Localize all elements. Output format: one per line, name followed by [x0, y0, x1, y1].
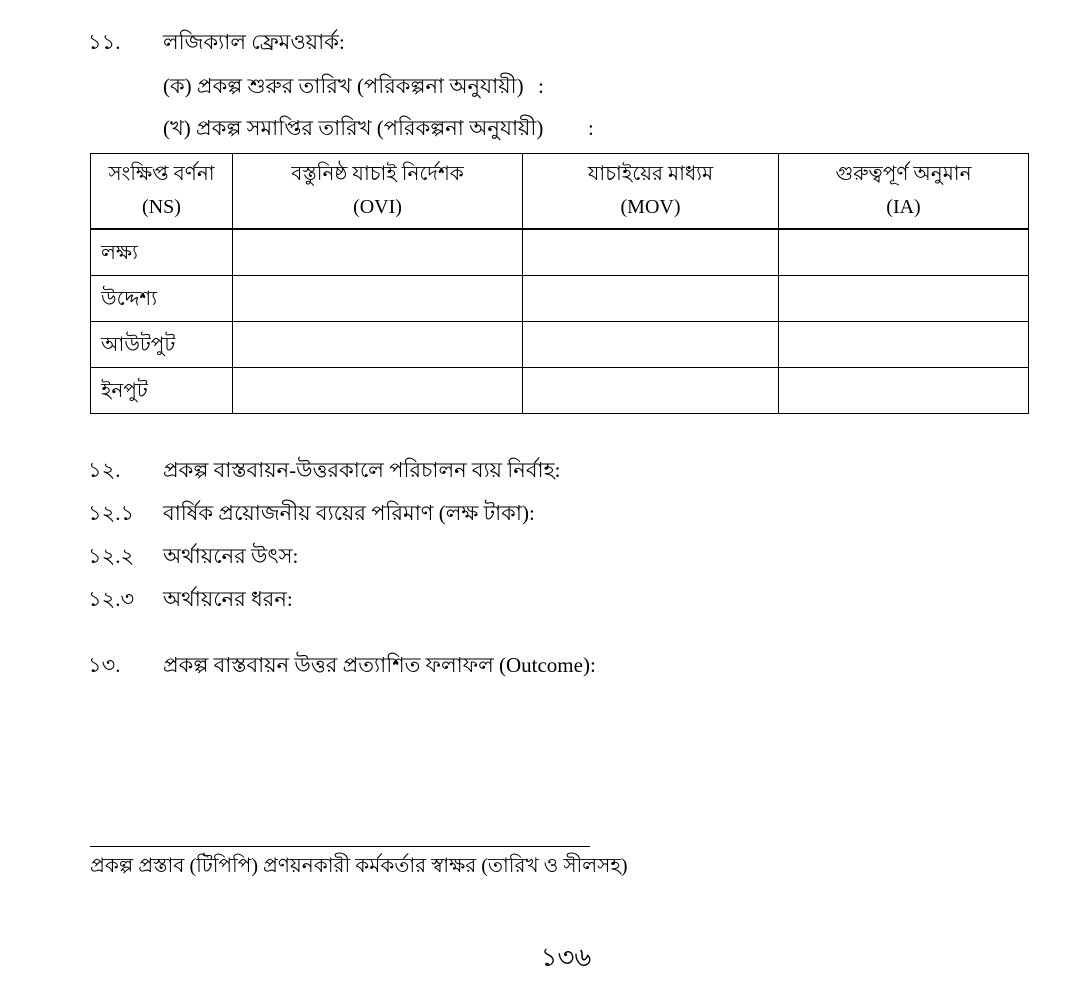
row-label-input: ইনপুট [91, 368, 233, 414]
empty-cell [233, 322, 523, 368]
row-label-goal: লক্ষ্য [91, 229, 233, 276]
table-row-objective [91, 276, 1029, 322]
item-12-2-line [88, 542, 298, 570]
header-ia-bengali: গুরুত্বপূর্ণ অনুমান [835, 163, 972, 185]
header-cell-ia [779, 154, 1029, 230]
logframe-header-row [91, 154, 1029, 230]
item-11-line [88, 28, 345, 56]
table-row-output [91, 322, 1029, 368]
empty-cell [779, 322, 1029, 368]
table-row-goal [91, 229, 1029, 276]
item-11-title: লজিক্যাল ফ্রেমওয়ার্ক: [163, 30, 345, 54]
item-11a-colon: : [538, 74, 544, 98]
item-11-number: ১১. [88, 30, 121, 54]
signature-line [90, 846, 590, 847]
item-12-1-text: বার্ষিক প্রয়োজনীয় ব্যয়ের পরিমাণ (লক্ষ টাকা): [163, 501, 535, 525]
item-12-2-number: ১২.২ [88, 544, 135, 568]
header-cell-ovi [233, 154, 523, 230]
item-11b-line [163, 114, 663, 142]
empty-cell [523, 229, 779, 276]
item-12-number: ১২. [88, 458, 121, 482]
table-row-input [91, 368, 1029, 414]
item-11b-colon: : [588, 116, 594, 140]
item-12-2-text: অর্থায়নের উৎস: [163, 544, 299, 568]
item-12-text: প্রকল্প বাস্তবায়ন-উত্তরকালে পরিচালন ব্যয় নির্বাহ: [163, 458, 561, 482]
header-mov-abbr: (MOV) [620, 196, 681, 218]
empty-cell [523, 322, 779, 368]
item-13-number: ১৩. [88, 653, 121, 677]
empty-cell [233, 229, 523, 276]
header-cell-mov [523, 154, 779, 230]
header-ns-abbr: (NS) [142, 196, 181, 218]
signature-caption: প্রকল্প প্রস্তাব (টিপিপি) প্রণয়নকারী কর্মকর্তার স্বাক্ষর (তারিখ ও সীলসহ) [90, 855, 628, 877]
item-12-line [88, 456, 560, 484]
item-12-3-text: অর্থায়নের ধরন: [163, 587, 293, 611]
item-13-line [88, 651, 596, 679]
empty-cell [779, 276, 1029, 322]
row-label-output: আউটপুট [91, 322, 233, 368]
header-ns-bengali: সংক্ষিপ্ত বর্ণনা [108, 163, 215, 185]
header-ia-abbr: (IA) [886, 196, 921, 218]
empty-cell [523, 368, 779, 414]
item-12-3-number: ১২.৩ [88, 587, 135, 611]
item-13-text: প্রকল্প বাস্তবায়ন উত্তর প্রত্যাশিত ফলাফল (Outcome): [163, 653, 596, 677]
item-11a-line [163, 72, 663, 100]
logframe-table [90, 153, 1029, 414]
empty-cell [233, 368, 523, 414]
empty-cell [779, 229, 1029, 276]
item-12-1-number: ১২.১ [88, 501, 135, 525]
header-cell-ns [91, 154, 233, 230]
item-12-3-line [88, 585, 293, 613]
item-11b-text: (খ) প্রকল্প সমাপ্তির তারিখ (পরিকল্পনা অনুযায়ী) [163, 116, 544, 140]
row-label-objective: উদ্দেশ্য [91, 276, 233, 322]
empty-cell [523, 276, 779, 322]
item-12-1-line [88, 499, 535, 527]
header-ovi-abbr: (OVI) [353, 196, 402, 218]
empty-cell [233, 276, 523, 322]
header-mov-bengali: যাচাইয়ের মাধ্যম [587, 163, 714, 185]
page-number: ১৩৬ [540, 943, 592, 972]
header-ovi-bengali: বস্তুনিষ্ঠ যাচাই নির্দেশক [291, 163, 464, 185]
empty-cell [779, 368, 1029, 414]
item-11a-text: (ক) প্রকল্প শুরুর তারিখ (পরিকল্পনা অনুযায়ী) [163, 74, 524, 98]
